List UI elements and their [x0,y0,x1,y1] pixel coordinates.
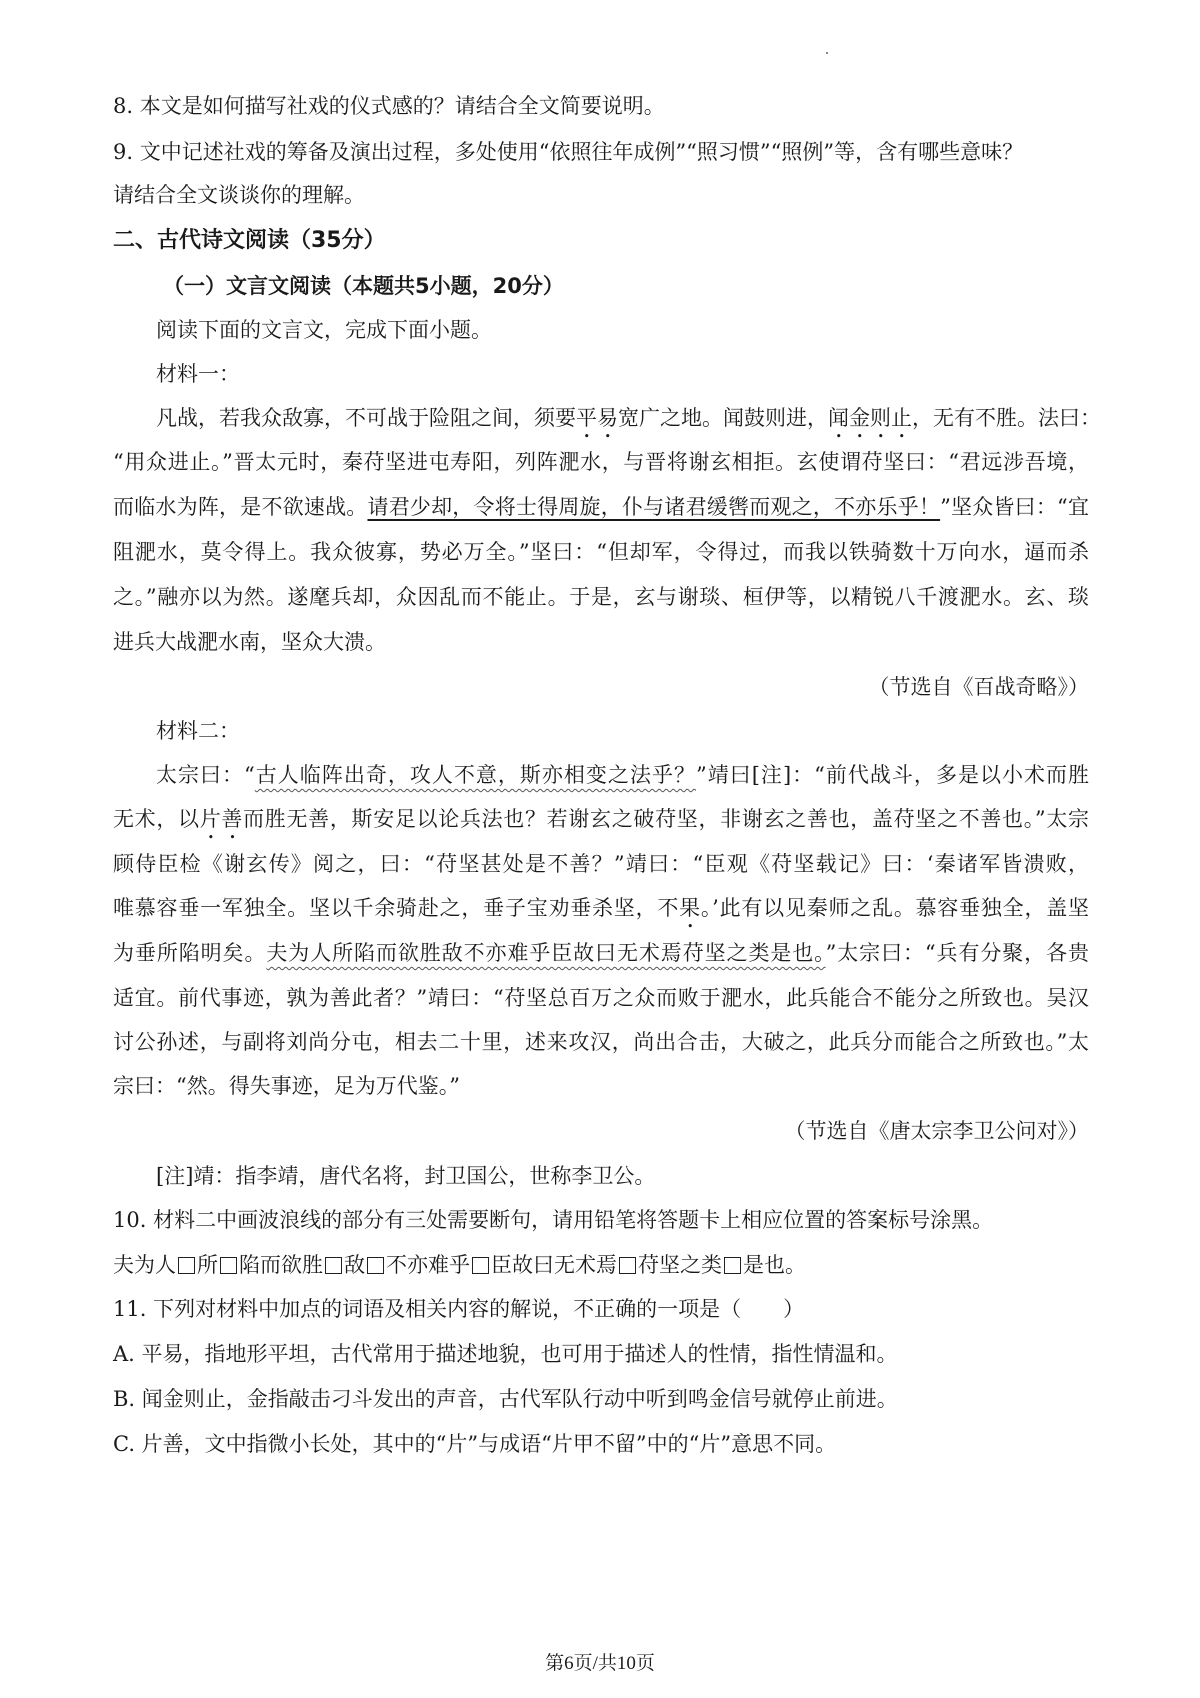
section-title: 二、古代诗文阅读（35分） [113,228,386,253]
underlined-sentence: 请君少却，令将士得周旋，仆与诸君缓辔而观之，不亦乐乎！ [367,495,941,519]
question-10-sentence: 夫为人 所 陷而欲胜 敌 不亦难乎 臣故曰无术焉 苻坚之类 是也。 [113,1253,806,1277]
scan-dot [826,52,828,54]
question-8: 8. 本文是如何描写社戏的仪式感的？请结合全文简要说明。 [113,94,665,118]
answer-box-g[interactable] [724,1257,741,1274]
page-number: 第6页/共10页 [545,1653,655,1674]
answer-box-a[interactable] [178,1257,195,1274]
material1-source: （节选自《百战奇略》） [868,675,1089,699]
answer-box-d[interactable] [367,1257,384,1274]
instruction: 阅读下面的文言文，完成下面小题。 [156,318,492,342]
material1-label: 材料一： [156,362,240,386]
material1-line6: 进兵大战淝水南，坚众大溃。 [113,630,386,654]
material2-line6: 适宜。前代事迹，孰为善此者？”靖曰：“苻坚总百万之众而败于淝水，此兵能合不能分之所致也。吴汉 [113,986,1089,1010]
wavy-sentence-2: 夫为人所陷而欲胜敌不亦难乎臣故曰无术焉苻坚之类是也。 [266,941,826,965]
material1-line4: 阻淝水，莫令得上。我众彼寡，势必万全。”坚曰：“但却军，令得过，而我以铁骑数十万向水，逼而杀 [113,540,1089,564]
answer-box-f[interactable] [619,1257,636,1274]
question-11: 11. 下列对材料中加点的词语及相关内容的解说，不正确的一项是（ ） [113,1297,805,1321]
material2-line7: 讨公孙述，与副将刘尚分屯，相去二十里，述来攻汉，尚出合击，大破之，此兵分而能合之所致也。”太 [113,1030,1089,1054]
option-b: B. 闻金则止，金指敲击刁斗发出的声音，古代军队行动中听到鸣金信号就停止前进。 [113,1387,898,1411]
material2-line8: 宗曰：“然。得失事迹，足为万代鉴。” [113,1074,460,1098]
section-subtitle: （一）文言文阅读（本题共5小题，20分） [163,274,564,298]
material2-line3: 顾侍臣检《谢玄传》阅之，曰：“苻坚甚处是不善？”靖曰：“臣观《苻坚载记》曰：‘秦诸军皆溃败， [113,852,1089,876]
answer-box-c[interactable] [325,1257,342,1274]
material1-line3: 而临水为阵，是不欲速战。请君少却，令将士得周旋，仆与诸君缓辔而观之，不亦乐乎！”坚众皆曰：“宜 [113,495,1089,519]
material2-label: 材料二： [156,719,240,743]
answer-box-b[interactable] [220,1257,237,1274]
answer-box-e[interactable] [472,1257,489,1274]
dotted-word-pingyi: 平易 [576,406,618,430]
material2-line2: 无术，以片善而胜无善，斯安足以论兵法也？若谢玄之破苻坚，非谢玄之善也，盖苻坚之不善也。”太宗 [113,807,1090,831]
material2-source: （节选自《唐太宗李卫公问对》） [784,1119,1089,1143]
material1-line1: 凡战，若我众敌寡，不可战于险阻之间，须要平易宽广之地。闻鼓则进，闻金则止，无有不胜。法曰： [156,406,1101,430]
material2-line4: 唯慕容垂一军独全。坚以千余骑赴之，垂子宝劝垂杀坚，不果。’此有以见秦师之乱。慕容垂独全，盖坚 [113,896,1090,920]
dotted-word-pianshan: 片善 [199,807,244,831]
dotted-word-wenjin: 闻金则止 [828,406,912,430]
material2-line1: 太宗曰：“古人临阵出奇，攻人不意，斯亦相变之法乎？”靖曰[注]：“前代战斗，多是以小术而胜 [156,763,1089,787]
option-c: C. 片善，文中指微小长处，其中的“片”与成语“片甲不留”中的“片”意思不同。 [113,1432,837,1456]
wavy-sentence-1: 古人临阵出奇，攻人不意，斯亦相变之法乎？ [254,763,696,787]
footnote: [注]靖：指李靖，唐代名将，封卫国公，世称李卫公。 [156,1164,656,1188]
material1-line2: “用众进止。”晋太元时，秦苻坚进屯寿阳，列阵淝水，与晋将谢玄相拒。玄使谓苻坚曰：“君远涉吾境， [113,450,1089,474]
material2-line5: 为垂所陷明矣。夫为人所陷而欲胜敌不亦难乎臣故曰无术焉苻坚之类是也。”太宗曰：“兵有分聚，各贵 [113,941,1090,965]
material1-line5: 之。”融亦以为然。遂麾兵却，众因乱而不能止。于是，玄与谢琰、桓伊等，以精锐八千渡淝水。玄、琰 [113,585,1089,609]
question-10: 10. 材料二中画波浪线的部分有三处需要断句，请用铅笔将答题卡上相应位置的答案标号涂黑。 [113,1208,994,1232]
question-9-line1: 9. 文中记述社戏的筹备及演出过程，多处使用“依照往年成例”“照习惯”“照例”等，含有哪些意味？ [113,140,1024,164]
dotted-word-guo: 果 [679,896,701,920]
option-a: A. 平易，指地形平坦，古代常用于描述地貌，也可用于描述人的性情，指性情温和。 [113,1342,898,1366]
question-9-line2: 请结合全文谈谈你的理解。 [113,183,365,207]
